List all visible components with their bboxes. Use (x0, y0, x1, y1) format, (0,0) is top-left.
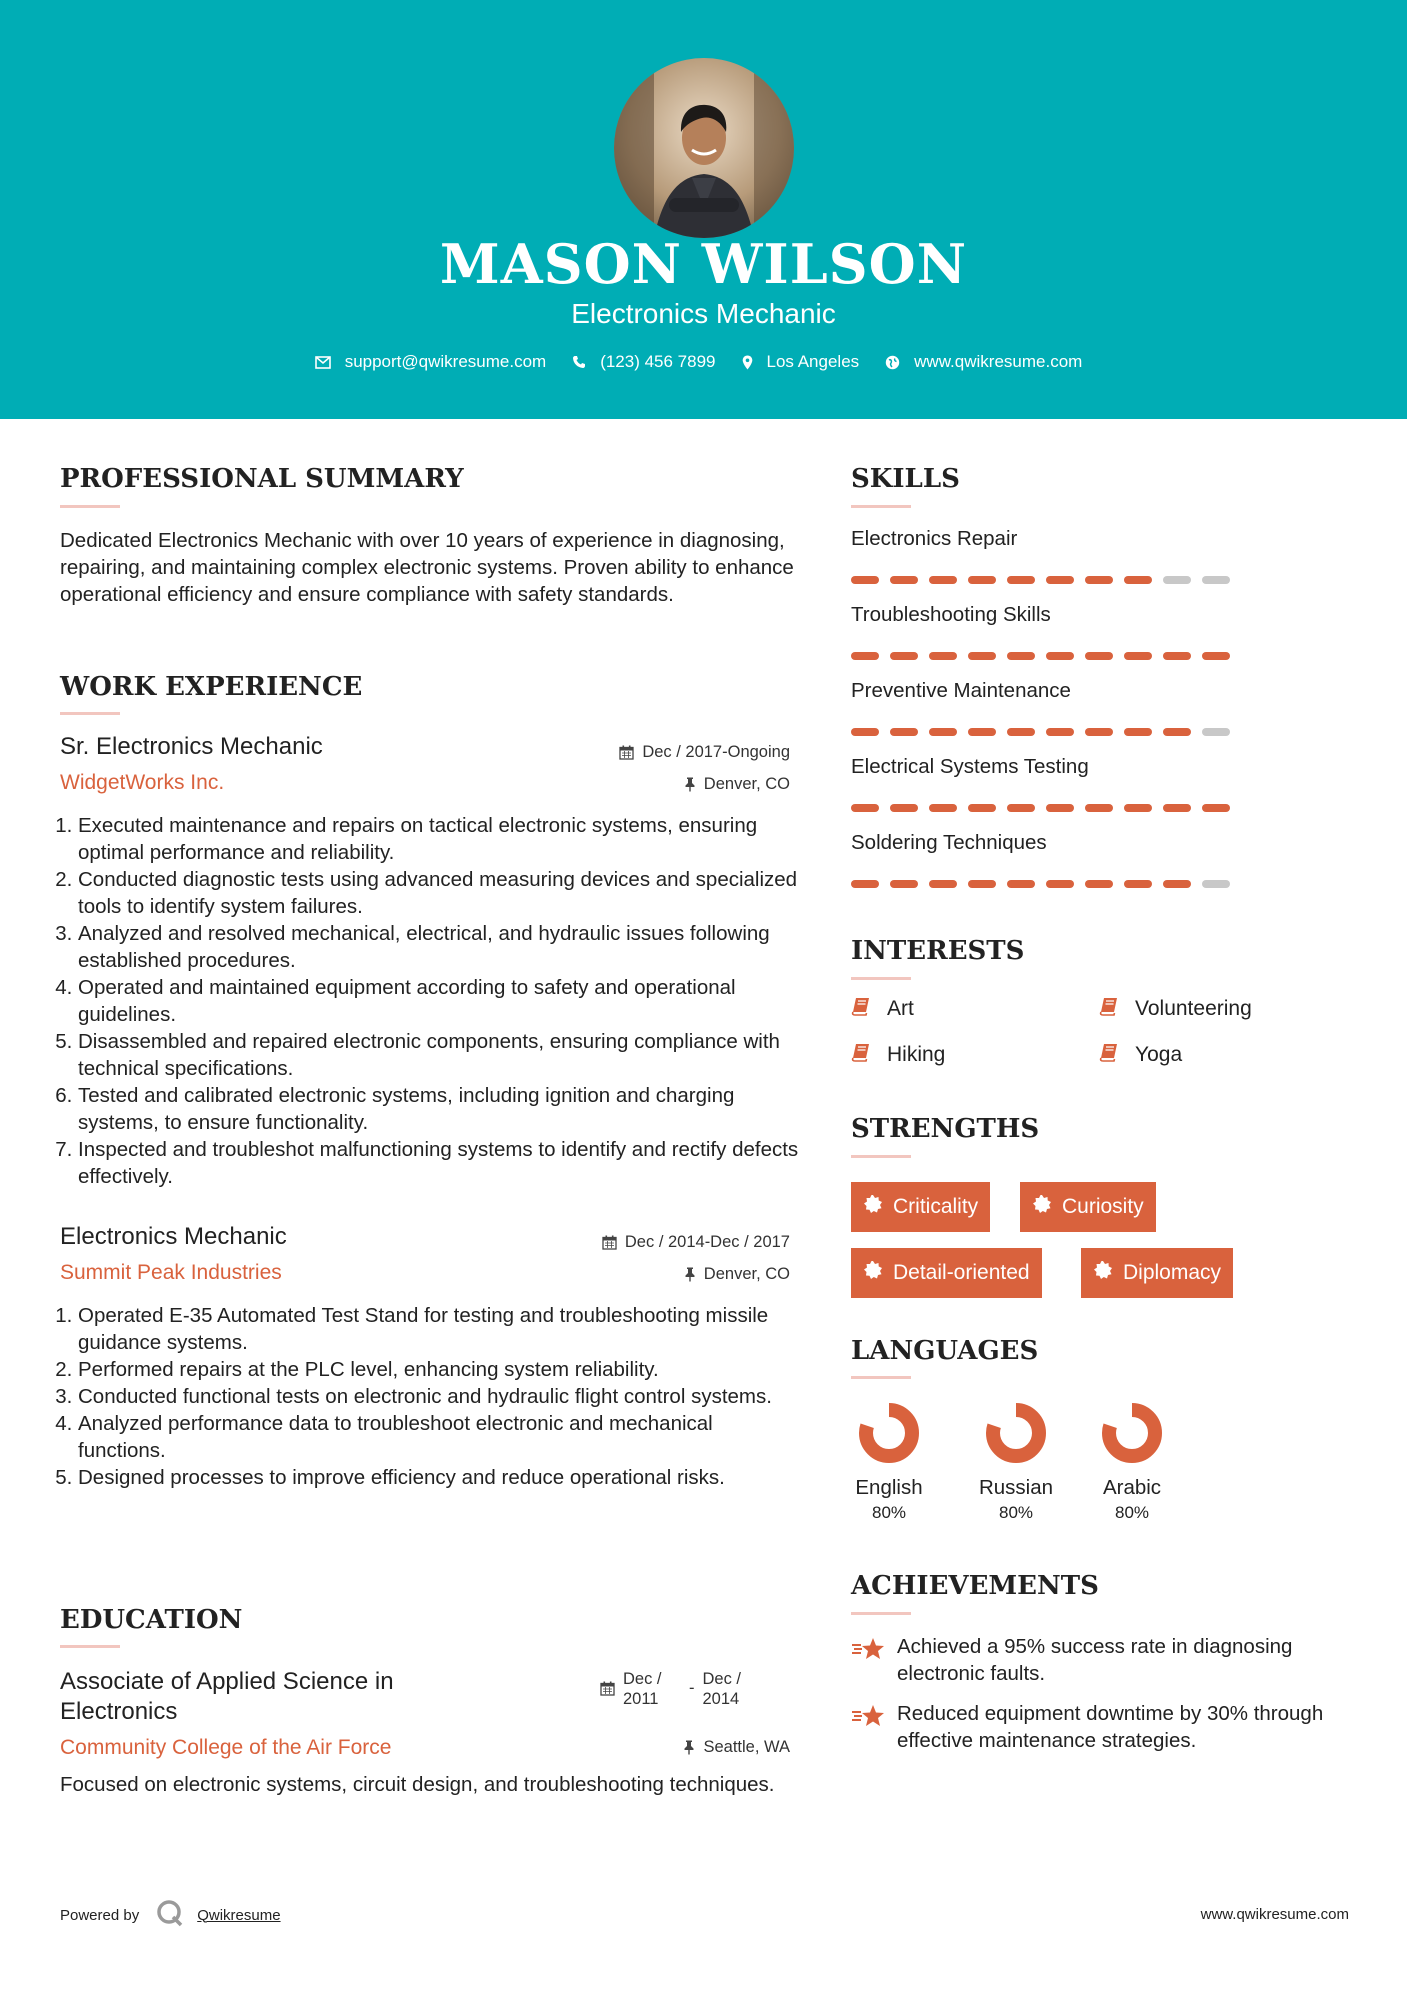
rating-dash-filled (1124, 576, 1152, 584)
skill-rating (851, 880, 1230, 888)
summary-underline (60, 505, 120, 508)
rating-dash-filled (890, 728, 918, 736)
qwikresume-logo-icon (155, 1898, 185, 1932)
candidate-name: MASON WILSON (439, 232, 968, 296)
rating-dash-filled (1124, 728, 1152, 736)
job-responsibilities (60, 1302, 800, 1491)
job-location (684, 1265, 790, 1284)
rating-dash-filled (1007, 652, 1035, 660)
rating-dash-filled (1046, 728, 1074, 736)
strength-badge (851, 1248, 1042, 1298)
rating-dash-filled (890, 652, 918, 660)
language-ring (1101, 1402, 1163, 1464)
languages-underline (851, 1376, 911, 1379)
pushpin-icon (683, 1740, 695, 1755)
language-percent: 80% (1114, 1503, 1150, 1522)
profile-photo (614, 58, 794, 238)
interest-item (851, 1042, 945, 1068)
job-dates-text: Dec / 2017-Ongoing (642, 743, 790, 761)
location-text: Los Angeles (766, 352, 860, 371)
list-item: 7. Inspected and troubleshot malfunctioning systems to identify and rectify defects effectively. (78, 1136, 800, 1190)
skill-rating (851, 652, 1230, 660)
contact-location (742, 352, 860, 372)
language-name: English (855, 1476, 923, 1499)
interest-label: Art (887, 997, 914, 1020)
rating-dash-filled (1085, 728, 1113, 736)
interest-item (1099, 996, 1252, 1022)
interest-item (851, 996, 914, 1022)
school-name: Community College of the Air Force (60, 1736, 392, 1759)
list-item: 4. Analyzed performance data to troubleshoot electronic and mechanical functions. (78, 1410, 800, 1464)
rating-dash-filled (1007, 728, 1035, 736)
calendar-icon (600, 1681, 615, 1696)
badge-icon (1093, 1260, 1113, 1286)
interests-heading: INTERESTS (851, 936, 1025, 966)
footer-website[interactable]: www.qwikresume.com (1200, 1906, 1349, 1923)
interest-label: Volunteering (1135, 997, 1252, 1020)
calendar-icon (619, 745, 634, 760)
skills-heading: SKILLS (851, 464, 960, 494)
list-item: 6. Tested and calibrated electronic systems, including ignition and charging systems, to ensure functionality. (78, 1082, 800, 1136)
language-percent: 80% (998, 1503, 1034, 1522)
job-title: Electronics Mechanic (60, 1223, 287, 1250)
achievement-text: Achieved a 95% success rate in diagnosing electronic faults. (897, 1635, 1293, 1685)
education-location (683, 1738, 790, 1757)
rating-dash-empty (1202, 880, 1230, 888)
skill-name: Soldering Techniques (851, 831, 1047, 854)
rating-dash-filled (929, 804, 957, 812)
achievement-item (851, 1633, 1351, 1687)
rating-dash-filled (1007, 804, 1035, 812)
skill-name: Troubleshooting Skills (851, 603, 1051, 626)
language-ring (858, 1402, 920, 1464)
achievements-underline (851, 1612, 911, 1615)
language-item (839, 1402, 939, 1523)
pushpin-icon (684, 777, 696, 792)
education-underline (60, 1645, 120, 1648)
rating-dash-filled (929, 728, 957, 736)
job-location (684, 775, 790, 794)
phone-text: (123) 456 7899 (600, 352, 716, 371)
rating-dash-filled (1163, 804, 1191, 812)
rating-dash-filled (968, 576, 996, 584)
book-icon (851, 1042, 871, 1068)
rating-dash-filled (1046, 576, 1074, 584)
education-dates (600, 1669, 751, 1709)
list-item: 1. Executed maintenance and repairs on tactical electronic systems, ensuring optimal performance and reliability. (78, 812, 800, 866)
rating-dash-filled (1046, 880, 1074, 888)
book-icon (1099, 996, 1119, 1022)
language-name: Arabic (1102, 1476, 1162, 1499)
resume-header (0, 0, 1407, 419)
star-icon (851, 1633, 885, 1687)
rating-dash-filled (851, 728, 879, 736)
rating-dash-filled (1163, 652, 1191, 660)
rating-dash-filled (890, 880, 918, 888)
date-separator: - (689, 1679, 695, 1697)
strengths-heading: STRENGTHS (851, 1114, 1040, 1144)
rating-dash-filled (1124, 880, 1152, 888)
rating-dash-filled (890, 576, 918, 584)
phone-icon (572, 355, 586, 369)
candidate-role: Electronics Mechanic (571, 298, 836, 329)
map-pin-icon (742, 355, 753, 370)
pushpin-icon (684, 1267, 696, 1282)
contact-phone[interactable] (572, 352, 715, 372)
list-item: 4. Operated and maintained equipment according to safety and operational guidelines. (78, 974, 800, 1028)
job-location-text: Denver, CO (703, 1265, 790, 1283)
skill-name: Preventive Maintenance (851, 679, 1071, 702)
book-icon (1099, 1042, 1119, 1068)
rating-dash-filled (1085, 880, 1113, 888)
language-percent: 80% (871, 1503, 907, 1522)
calendar-icon (602, 1235, 617, 1250)
strength-badge (851, 1182, 990, 1232)
rating-dash-filled (1163, 728, 1191, 736)
education-start: Dec / 2011 (623, 1670, 662, 1708)
book-icon (851, 996, 871, 1022)
rating-dash-filled (968, 652, 996, 660)
badge-icon (1032, 1194, 1052, 1220)
interest-label: Hiking (887, 1043, 946, 1066)
list-item: 1. Operated E-35 Automated Test Stand for testing and troubleshooting missile guidance systems. (78, 1302, 800, 1356)
interest-item (1099, 1042, 1182, 1068)
job-company: Summit Peak Industries (60, 1261, 282, 1284)
email-text: support@qwikresume.com (344, 352, 547, 371)
strength-badge (1081, 1248, 1233, 1298)
education-description: Focused on electronic systems, circuit design, and troubleshooting techniques. (60, 1773, 775, 1796)
list-item: 2. Conducted diagnostic tests using advanced measuring devices and specialized tools to identify system failures. (78, 866, 800, 920)
rating-dash-filled (1124, 652, 1152, 660)
rating-dash-empty (1163, 576, 1191, 584)
language-item (966, 1402, 1066, 1523)
interests-underline (851, 977, 911, 980)
contact-email[interactable] (315, 352, 547, 372)
rating-dash-filled (851, 880, 879, 888)
job-responsibilities (60, 812, 800, 1190)
rating-dash-filled (1046, 804, 1074, 812)
job-location-text: Denver, CO (703, 775, 790, 793)
rating-dash-filled (1007, 880, 1035, 888)
rating-dash-filled (929, 576, 957, 584)
rating-dash-filled (1202, 804, 1230, 812)
website-text: www.qwikresume.com (914, 352, 1083, 371)
experience-heading: WORK EXPERIENCE (60, 672, 363, 702)
language-name: Russian (978, 1476, 1054, 1499)
powered-by-text: Powered by (60, 1906, 140, 1924)
rating-dash-filled (929, 652, 957, 660)
interest-label: Yoga (1135, 1043, 1183, 1066)
education-location-text: Seattle, WA (703, 1738, 790, 1756)
list-item: 5. Disassembled and repaired electronic components, ensuring compliance with technical specifications. (78, 1028, 800, 1082)
job-dates (602, 1233, 790, 1252)
rating-dash-empty (1202, 576, 1230, 584)
summary-heading: PROFESSIONAL SUMMARY (60, 464, 464, 494)
qwikresume-link[interactable]: Qwikresume (197, 1906, 281, 1924)
degree-title: Associate of Applied Science in Electronics (60, 1668, 394, 1725)
rating-dash-filled (851, 652, 879, 660)
list-item: 5. Designed processes to improve efficiency and reduce operational risks. (78, 1464, 800, 1491)
rating-dash-filled (851, 804, 879, 812)
rating-dash-filled (1085, 652, 1113, 660)
envelope-icon (315, 356, 331, 369)
strength-label: Detail-oriented (893, 1261, 1030, 1284)
skill-name: Electrical Systems Testing (851, 755, 1089, 778)
rating-dash-filled (890, 804, 918, 812)
job-company: WidgetWorks Inc. (60, 771, 225, 794)
languages-heading: LANGUAGES (851, 1336, 1039, 1366)
rating-dash-filled (1163, 880, 1191, 888)
contact-bar (0, 352, 1407, 372)
achievements-heading: ACHIEVEMENTS (851, 1571, 1099, 1601)
rating-dash-filled (1085, 576, 1113, 584)
badge-icon (863, 1260, 883, 1286)
skill-rating (851, 804, 1230, 812)
strengths-underline (851, 1155, 911, 1158)
skill-rating (851, 728, 1230, 736)
language-item (1082, 1402, 1182, 1523)
list-item: 2. Performed repairs at the PLC level, enhancing system reliability. (78, 1356, 800, 1383)
rating-dash-filled (1085, 804, 1113, 812)
job-dates-text: Dec / 2014-Dec / 2017 (624, 1233, 790, 1251)
strength-label: Curiosity (1062, 1195, 1144, 1218)
rating-dash-filled (1124, 804, 1152, 812)
rating-dash-filled (851, 576, 879, 584)
language-ring (985, 1402, 1047, 1464)
skill-name: Electronics Repair (851, 527, 1018, 550)
education-end: Dec / 2014 (702, 1670, 742, 1708)
achievement-item (851, 1700, 1351, 1754)
strength-badge (1020, 1182, 1156, 1232)
rating-dash-filled (1007, 576, 1035, 584)
footer-powered-by (60, 1898, 281, 1932)
rating-dash-filled (1202, 652, 1230, 660)
rating-dash-filled (968, 880, 996, 888)
contact-website[interactable] (885, 352, 1082, 372)
globe-icon (885, 355, 900, 370)
job-dates (619, 743, 790, 762)
star-icon (851, 1700, 885, 1754)
education-heading: EDUCATION (60, 1605, 243, 1635)
strength-label: Diplomacy (1123, 1261, 1222, 1284)
strength-label: Criticality (893, 1195, 979, 1218)
rating-dash-filled (968, 804, 996, 812)
badge-icon (863, 1194, 883, 1220)
achievement-text: Reduced equipment downtime by 30% through effective maintenance strategies. (897, 1702, 1324, 1752)
list-item: 3. Conducted functional tests on electronic and hydraulic flight control systems. (78, 1383, 800, 1410)
rating-dash-filled (929, 880, 957, 888)
job-title: Sr. Electronics Mechanic (60, 733, 323, 760)
rating-dash-empty (1202, 728, 1230, 736)
summary-text: Dedicated Electronics Mechanic with over 10 years of experience in diagnosing, repairing, and maintaining complex electronic systems. Proven ability to enhance operational efficiency and ensure compliance with safety standards. (60, 529, 794, 606)
experience-underline (60, 712, 120, 715)
rating-dash-filled (1046, 652, 1074, 660)
skills-underline (851, 505, 911, 508)
rating-dash-filled (968, 728, 996, 736)
skill-rating (851, 576, 1230, 584)
list-item: 3. Analyzed and resolved mechanical, electrical, and hydraulic issues following established procedures. (78, 920, 800, 974)
